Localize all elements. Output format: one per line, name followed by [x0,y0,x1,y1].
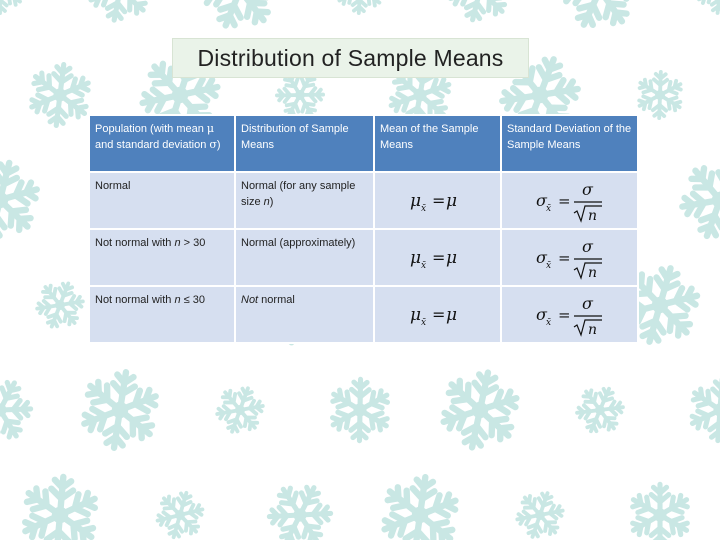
page-title: Distribution of Sample Means [172,38,529,78]
svg-text:x̄: x̄ [420,317,426,328]
svg-text:μ: μ [409,247,421,268]
svg-text:x̄: x̄ [420,260,426,271]
svg-text:μ: μ [409,190,421,211]
snowflake-icon [687,377,720,442]
snowflake-icon [190,0,290,40]
svg-text:σ: σ [535,190,547,210]
cell-mean-formula [374,172,501,229]
cell-sd-formula [501,172,638,229]
cell-sd-formula [501,229,638,286]
snowflake-icon [210,380,270,439]
svg-text:μ: μ [409,304,421,325]
svg-text:=: = [557,191,571,210]
svg-text:μ: μ [445,247,457,268]
table-header-row [89,115,638,172]
cell-distribution: Normal (for any sample size n) [235,172,374,229]
header-distribution: Distribution of Sample Means [235,115,374,172]
cell-population: Normal [89,172,235,229]
snowflake-icon [629,484,691,540]
svg-text:=: = [431,247,445,267]
snowflake-icon [84,0,156,26]
snowflake-icon [443,0,518,27]
snowflake-icon [510,486,569,540]
cell-distribution: Normal (approximately) [235,229,374,286]
snowflake-icon [76,366,164,454]
snowflake-icon [151,486,209,540]
snowflake-icon [0,154,47,247]
snowflake-icon [0,0,23,13]
svg-text:=: = [431,190,445,210]
svg-text:=: = [557,248,571,267]
cell-mean-formula [374,286,501,343]
svg-text:n: n [587,264,597,281]
svg-text:σ: σ [581,236,593,256]
svg-text:=: = [557,305,571,324]
snowflake-icon [636,71,684,119]
header-mean: Mean of the Sample Means [374,115,501,172]
snowflake-icon [26,61,95,129]
snowflake-icon [329,379,392,441]
snowflake-icon [434,365,525,456]
mean-formula [408,245,468,271]
svg-text:σ: σ [581,293,593,313]
svg-text:x̄: x̄ [545,203,551,214]
cell-population: Not normal with n ≤ 30 [89,286,235,343]
header-population: Population (with mean μ and standard deviation σ) [89,115,235,172]
svg-text:σ: σ [535,304,547,324]
svg-text:μ: μ [445,304,457,325]
svg-text:n: n [587,207,597,224]
snowflake-icon [671,151,720,249]
svg-text:σ: σ [535,247,547,267]
svg-text:σ: σ [581,179,593,199]
sd-formula [534,178,606,224]
snowflake-icon [694,0,720,15]
cell-mean-formula [374,229,501,286]
table-row [89,229,638,286]
snowflake-icon [570,380,631,441]
snowflake-icon [549,0,651,41]
mean-formula [408,302,468,328]
snowflake-icon [0,368,42,451]
snowflake-icon [376,472,463,540]
snowflake-icon [18,474,101,540]
table-row [89,286,638,343]
svg-text:μ: μ [445,190,457,211]
distribution-table [88,114,639,344]
svg-text:n: n [587,321,597,338]
sd-formula [534,235,606,281]
snowflake-icon [336,0,385,14]
cell-distribution: Not normal [235,286,374,343]
table-row [89,172,638,229]
cell-population: Not normal with n > 30 [89,229,235,286]
snowflake-icon [259,474,342,540]
svg-text:x̄: x̄ [545,317,551,328]
header-standard-deviation: Standard Deviation of the Sample Means [501,115,638,172]
mean-formula [408,188,468,214]
snowflake-icon [30,275,90,335]
svg-text:x̄: x̄ [420,203,426,214]
svg-text:x̄: x̄ [545,260,551,271]
sd-formula [534,292,606,338]
svg-text:=: = [431,304,445,324]
cell-sd-formula [501,286,638,343]
